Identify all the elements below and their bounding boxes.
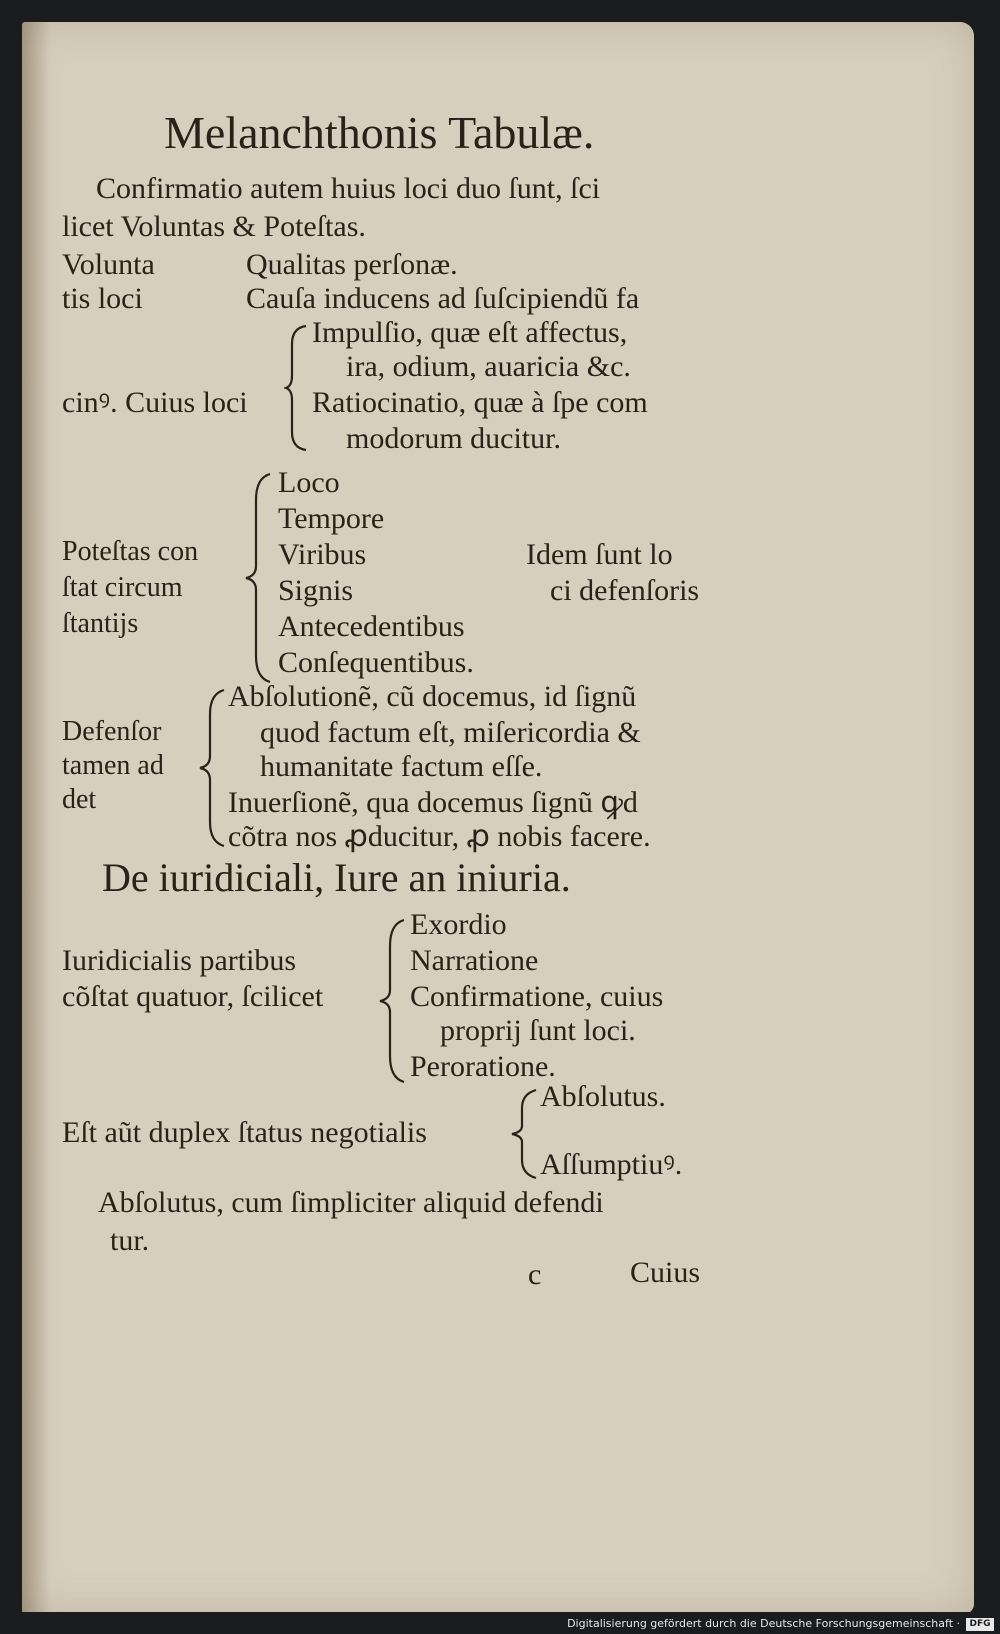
ratiocinatio-line-2: modorum ducitur. [346,422,561,455]
catchword: Cuius [630,1256,701,1289]
dfg-logo: DFG [966,1618,994,1631]
absolutione-line-1: Abſolutionẽ, cũ docemus, id ſignũ [228,680,637,713]
impulsio-line-1: Impulſio, quæ eſt affectus, [312,316,628,349]
cuius-loci-label: cinꝰ. Cuius loci [62,386,248,419]
potestas-item-signis: Signis [278,574,354,607]
intro-line-2: licet Voluntas & Poteſtas. [62,210,366,243]
defensor-label-1: Defenſor [62,716,162,747]
page-gutter-shadow [22,22,50,1614]
book-page [22,22,974,1614]
absolutione-line-3: humanitate factum eſſe. [260,750,543,783]
section-heading: De iuridiciali, Iure an iniuria. [102,855,571,900]
brace-voluntas [284,324,310,452]
potestas-item-tempore: Tempore [278,502,385,535]
brace-defensor [198,688,228,848]
potestas-item-viribus: Viribus [278,538,367,571]
absolutus-line-2: tur. [110,1224,150,1257]
potestas-note-2: ci defenſoris [550,574,700,607]
absolutus-line-1: Abſolutus, cum ſimpliciter aliquid defendi [98,1186,604,1219]
voluntas-item-1: Qualitas perſonæ. [246,248,458,281]
voluntas-label-1: Volunta [62,248,155,281]
potestas-note-1: Idem ſunt lo [526,538,673,571]
potestas-label-2: ſtat circum [62,572,183,603]
iuridicialis-item-exordio: Exordio [410,908,507,941]
ratiocinatio-line-1: Ratiocinatio, quæ à ſpe com [312,386,648,419]
voluntas-label-2: tis loci [62,282,143,315]
running-title: Melanchthonis Tabulæ. [164,107,595,158]
absolutione-line-2: quod factum eſt, miſericordia & [260,716,641,749]
iuridicialis-item-confirmatione: Confirmatione, cuius [410,980,664,1013]
brace-status [510,1088,540,1180]
impulsio-line-2: ira, odium, auaricia &c. [346,350,631,383]
brace-iuridicialis [378,918,408,1084]
defensor-label-2: tamen ad [62,750,164,781]
potestas-item-consequentibus: Conſequentibus. [278,646,474,679]
iuridicialis-item-peroratione: Peroratione. [410,1050,556,1083]
status-item-assumptiuus: Aſſumptiuꝰ. [540,1148,683,1181]
iuridicialis-label-1: Iuridicialis partibus [62,944,297,977]
inuersione-line-2: cõtra nos ꝓducitur, ꝓ nobis facere. [228,820,651,853]
intro-line-1: Confirmatio autem huius loci duo ſunt, ſci [96,172,601,205]
iuridicialis-label-2: cõſtat quatuor, ſcilicet [62,980,324,1013]
signature-mark: c [528,1258,542,1291]
status-item-absolutus: Abſolutus. [540,1080,666,1113]
brace-potestas [244,472,274,684]
potestas-label-3: ſtantijs [62,608,139,639]
footer-credit: Digitalisierung gefördert durch die Deutsche Forschungsgemeinschaft · [567,1617,960,1630]
potestas-item-antecedentibus: Antecedentibus [278,610,465,643]
status-label: Eſt aũt duplex ſtatus negotialis [62,1116,427,1149]
voluntas-item-2: Cauſa inducens ad ſuſcipiendũ fa [246,282,640,315]
digitization-footer [0,1612,1000,1634]
iuridicialis-item-narratione: Narratione [410,944,539,977]
potestas-label-1: Poteſtas con [62,536,199,567]
potestas-item-loco: Loco [278,466,340,499]
inuersione-line-1: Inuerſionẽ, qua docemus ſignũ ꝙd [228,786,638,819]
iuridicialis-item-proprij: proprij ſunt loci. [440,1014,636,1047]
defensor-label-3: det [62,784,97,815]
